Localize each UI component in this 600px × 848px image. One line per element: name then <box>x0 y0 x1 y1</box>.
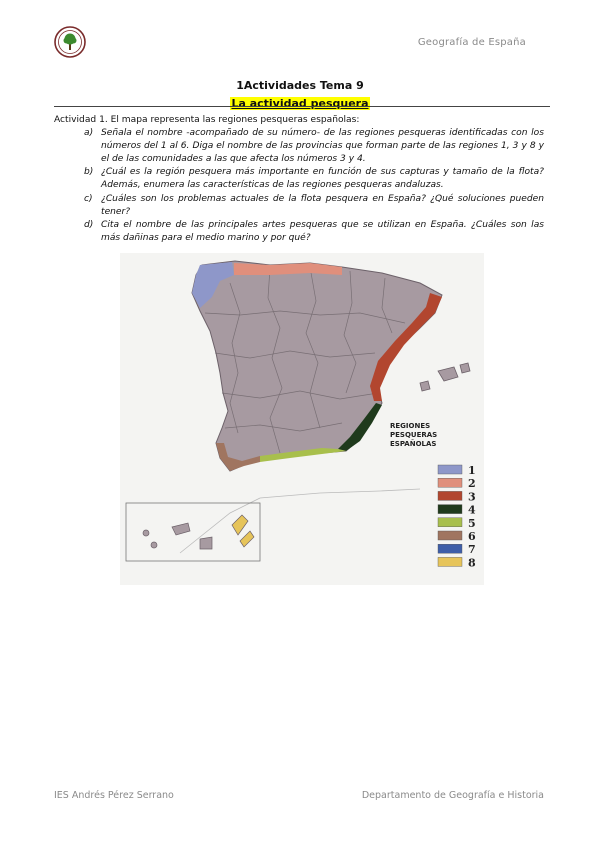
footer-school: IES Andrés Pérez Serrano <box>54 790 174 801</box>
question-text: ¿Cuáles son los problemas actuales de la flota pesquera en España? ¿Qué soluciones pueden tener? <box>101 193 544 217</box>
question-item <box>54 193 544 219</box>
legend-label: 6 <box>468 530 476 543</box>
legend-swatch <box>438 531 462 540</box>
school-logo <box>54 26 86 58</box>
question-text: ¿Cuál es la región pesquera más importante en función de sus capturas y tamaño de la flota? Además, enumera las características de las regiones pesqueras andaluzas. <box>101 167 544 191</box>
question-text: Cita el nombre de las principales artes pesqueras que se utilizan en España. ¿Cuáles son las más dañinas para el medio marino y por qué? <box>101 219 544 243</box>
fishing-regions-map <box>120 253 484 585</box>
question-letter: a) <box>84 128 94 139</box>
legend-label: 4 <box>468 503 476 517</box>
legend-swatch <box>438 491 462 500</box>
question-letter: d) <box>84 219 94 230</box>
legend-label: 3 <box>468 490 476 504</box>
legend-label: 2 <box>468 477 476 491</box>
legend-swatch <box>438 544 462 553</box>
legend-title-line: REGIONES <box>390 422 431 430</box>
footer-department: Departamento de Geografía e Historia <box>361 790 544 801</box>
question-letter: c) <box>84 193 93 204</box>
title-rule <box>54 106 550 107</box>
title-line1: 1Actividades Tema 9 <box>236 79 364 92</box>
legend-label: 1 <box>468 464 476 477</box>
activity-intro: Actividad 1. El mapa representa las regiones pesqueras españolas: <box>54 115 360 125</box>
legend-label: 7 <box>468 543 476 557</box>
question-letter: b) <box>84 167 94 178</box>
question-item <box>54 166 544 192</box>
header-subject: Geografía de España <box>417 37 526 48</box>
question-item <box>54 219 544 245</box>
legend-label: 5 <box>468 516 476 530</box>
legend-swatch <box>438 465 462 474</box>
legend-title-line: PESQUERAS <box>390 431 438 439</box>
legend-swatch <box>438 478 462 487</box>
legend-label: 8 <box>468 556 476 570</box>
legend-title-line: ESPAÑOLAS <box>390 440 437 448</box>
question-item <box>54 127 544 166</box>
question-list <box>54 127 544 245</box>
question-text: Señala el nombre -acompañado de su número- de las regiones pesqueras identificadas con los números del 1 al 6. Diga el nombre de las provincias que forman parte de las regiones 1, 3 y 8 y el de las comunidades a las que afecta los números 3 y 4. <box>101 128 544 165</box>
legend-swatch <box>438 557 462 566</box>
legend-swatch <box>438 505 462 514</box>
activity-block <box>54 114 544 245</box>
title-line2: La actividad pesquera <box>231 97 369 110</box>
legend-swatch <box>438 518 462 527</box>
